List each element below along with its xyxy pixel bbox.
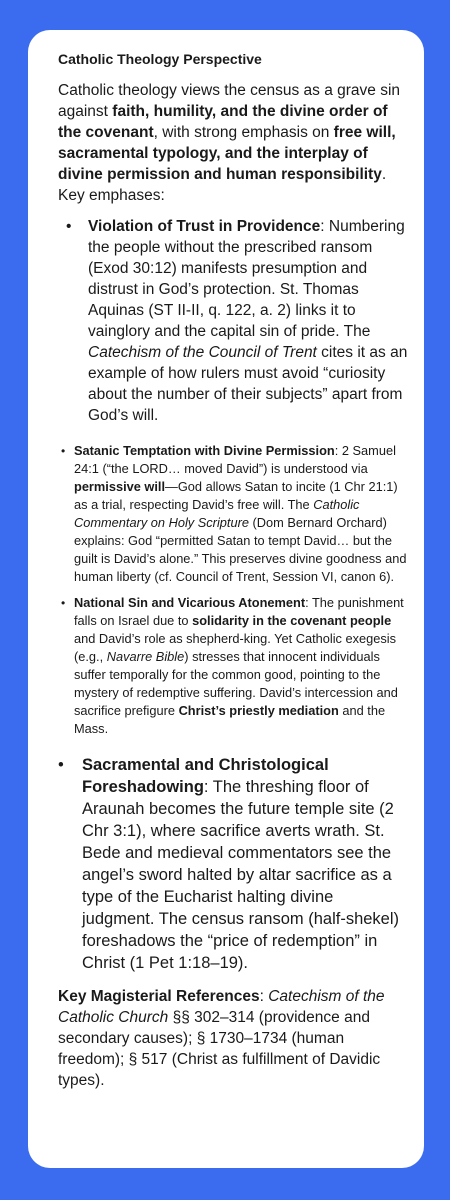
nested-list [58, 442, 410, 738]
item-text: (Dom Bernard Orchard) explains: God “permitted Satan to tempt David… but the guilt is David’s alone.” This preserves divine goodness and human liberty (cf. Council of Trent, Session VI, canon 6). [74, 515, 407, 584]
refs-title: Key Magisterial References [58, 988, 260, 1005]
item-italic: Navarre Bible [106, 649, 185, 664]
item-text: and the Mass. [74, 703, 386, 736]
intro-text: . Key emphases: [58, 166, 387, 204]
bullet-icon: • [66, 218, 72, 235]
item-text: : The threshing floor of Araunah becomes the future temple site (2 Chr 3:1), where sacrifice averts wrath. St. Bede and medieval commentators see the angel’s sword halted by altar sacrifice as a type of the Eucharist halting divine judgment. The census ransom (half-shekel) foreshadows the “price of redemption” in Christ (1 Pet 1:18–19). [82, 778, 400, 972]
item-text: : The punishment falls on Israel due to [74, 595, 404, 628]
intro-bold: faith, humility, and the divine order of the covenant [58, 103, 388, 141]
item-title: Violation of Trust in Providence [88, 218, 321, 235]
item-text: and David’s role as shepherd-king. Yet Catholic exegesis (e.g., [74, 631, 397, 664]
refs-text: §§ 302–314 (providence and secondary causes); § 1730–1734 (human freedom); § 517 (Christ as fulfillment of Davidic types). [58, 1009, 381, 1089]
item-title: Sacramental and Christological Foreshadowing [82, 756, 329, 796]
section-heading: Catholic Theology Perspective [58, 51, 262, 67]
bullet-icon: • [61, 596, 66, 610]
bullet-icon: • [58, 756, 64, 774]
item-italic: Catechism of the Council of Trent [88, 344, 317, 361]
list-item-foreshadowing [58, 754, 410, 974]
item-text: : Numbering the people without the prescribed ransom (Exod 30:12) manifests presumption and distrust in God’s protection. St. Thomas Aquinas (ST II-II, q. 122, a. 2) links it to vainglory and the capital sin of pride. The [88, 218, 405, 340]
spacer [58, 426, 410, 442]
item-text: : 2 Samuel 24:1 (“the LORD… moved David”) is understood via [74, 443, 396, 476]
list-item-national-sin [61, 594, 410, 738]
refs-italic: Catechism of the Catholic Church [58, 988, 385, 1026]
large-list [58, 754, 410, 974]
references-paragraph [58, 986, 410, 1091]
list-item-providence [66, 216, 410, 426]
list-item-temptation [61, 442, 410, 586]
intro-text: , with strong emphasis on [153, 124, 334, 141]
item-bold: permissive will [74, 479, 166, 494]
item-text: ) stresses that innocent individuals suffer temporally for the common good, pointing to the mystery of redemptive suffering. David’s intercession and sacrifice prefigure [74, 649, 398, 718]
intro-bold: free will, sacramental typology, and the interplay of divine permission and human responsibility [58, 124, 396, 183]
item-title: Satanic Temptation with Divine Permission [74, 443, 335, 458]
intro-paragraph [58, 80, 410, 206]
item-text: cites it as an example of how rulers must avoid “curiosity about the number of their subjects” apart from God’s will. [88, 344, 408, 424]
intro-text: Catholic theology views the census as a grave sin against [58, 82, 401, 120]
bullet-icon: • [61, 444, 66, 458]
refs-text: : [259, 988, 269, 1005]
item-bold: solidarity in the covenant people [192, 613, 392, 628]
item-text: —God allows Satan to incite (1 Chr 21:1) as a trial, respecting David’s free will. The [74, 479, 398, 512]
item-title: National Sin and Vicarious Atonement [74, 595, 306, 610]
item-bold: Christ’s priestly mediation [178, 703, 339, 718]
item-italic: Catholic Commentary on Holy Scripture [74, 497, 360, 530]
emphases-list [58, 216, 410, 426]
response-card [28, 30, 424, 1168]
